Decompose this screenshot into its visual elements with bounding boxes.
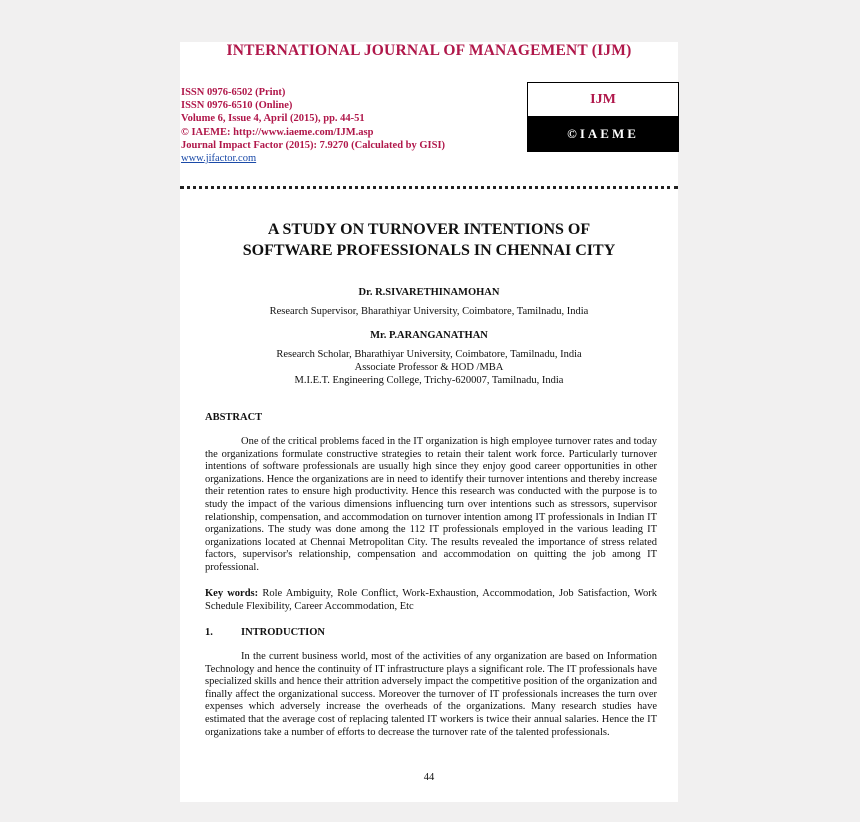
abstract-body: One of the critical problems faced in the IT organization is high employee turnover rates and today the organizations formulate constructive strategies to retain their talent work force. Particularly turnover intentions of software professionals are usually high since they enjoy good career opportunities in other organizations. Hence the organizations are in need to identify their turnover intentions and thereby increase their retention rates to ensure high productivity. Hence this research was conducted with the purpose is to study the impact of the various dimensions influencing turn over intentions such as stressors, supervisor relationship, compensation, and accommodation on turnover intention among IT professionals in Indian IT organizations. The study was done among the 112 IT professionals employed in the various leading IT organizations located at Chennai Metropolitan City. The results revealed the importance of stress related factors, supervisor's relationship, compensation and accommodation on quitting the job among IT professional. <box>205 436 657 573</box>
abstract-text <box>205 436 657 575</box>
author-2-affiliation-line: Associate Professor & HOD /MBA <box>354 362 504 373</box>
introduction-heading <box>205 627 325 638</box>
header-divider <box>180 186 678 189</box>
issn-print: ISSN 0976-6502 (Print) <box>181 87 286 98</box>
section-number: 1. <box>205 627 213 638</box>
jifactor-link[interactable]: www.jifactor.com <box>181 153 257 165</box>
author-2-affiliation-line: Research Scholar, Bharathiyar University, Coimbatore, Tamilnadu, India <box>276 349 582 360</box>
abstract-heading: ABSTRACT <box>205 412 263 423</box>
introduction-body: In the current business world, most of the activities of any organization are based on Information Technology and hence the continuity of IT infrastructure plays a significant role. The IT professionals have specialized skills and hence their attrition adversely impact the competitive position of the organization and finally affect the organizational success. Moreover the turnover of IT professionals increases the turn over expenses which adversely increase the overheads of the organizations. Many research studies have estimated that the average cost of replacing talented IT workers is twice their annual salaries. Hence the IT organizations take a number of efforts to decrease the turnover rate of the talented professionals. <box>205 651 657 738</box>
page-number: 44 <box>423 772 435 783</box>
paper-title-line-1: A STUDY ON TURNOVER INTENTIONS OF <box>267 221 591 238</box>
ijm-logo-text: IJM <box>590 92 616 107</box>
author-1-name: Dr. R.SIVARETHINAMOHAN <box>358 287 500 298</box>
author-2-affiliation-line: M.I.E.T. Engineering College, Trichy-620007, Tamilnadu, India <box>294 375 564 386</box>
iaeme-url: © IAEME: http://www.iaeme.com/IJM.asp <box>181 126 374 138</box>
author-2-name: Mr. P.ARANGANATHAN <box>370 330 488 341</box>
introduction-text <box>205 651 657 739</box>
issn-block <box>181 86 511 165</box>
paper-title <box>180 219 678 261</box>
author-2-affiliation <box>180 348 678 387</box>
volume-issue: Volume 6, Issue 4, April (2015), pp. 44-51 <box>181 113 365 125</box>
iaeme-logo-text: ©IAEME <box>528 116 678 151</box>
journal-title: INTERNATIONAL JOURNAL OF MANAGEMENT (IJM) <box>226 42 632 59</box>
author-1-affiliation: Research Supervisor, Bharathiyar University, Coimbatore, Tamilnadu, India <box>269 306 589 317</box>
paper-page <box>180 42 678 802</box>
issn-online: ISSN 0976-6510 (Online) <box>181 100 293 112</box>
paper-title-line-2: SOFTWARE PROFESSIONALS IN CHENNAI CITY <box>242 242 616 259</box>
ijm-logo <box>527 82 679 152</box>
keywords-text: Role Ambiguity, Role Conflict, Work-Exhaustion, Accommodation, Job Satisfaction, Work Schedule Flexibility, Career Accommodation, Etc <box>205 588 658 612</box>
impact-factor: Journal Impact Factor (2015): 7.9270 (Calculated by GISI) <box>181 139 446 151</box>
keywords <box>205 588 657 613</box>
section-title: INTRODUCTION <box>241 627 326 638</box>
keywords-label: Key words: <box>205 588 259 599</box>
